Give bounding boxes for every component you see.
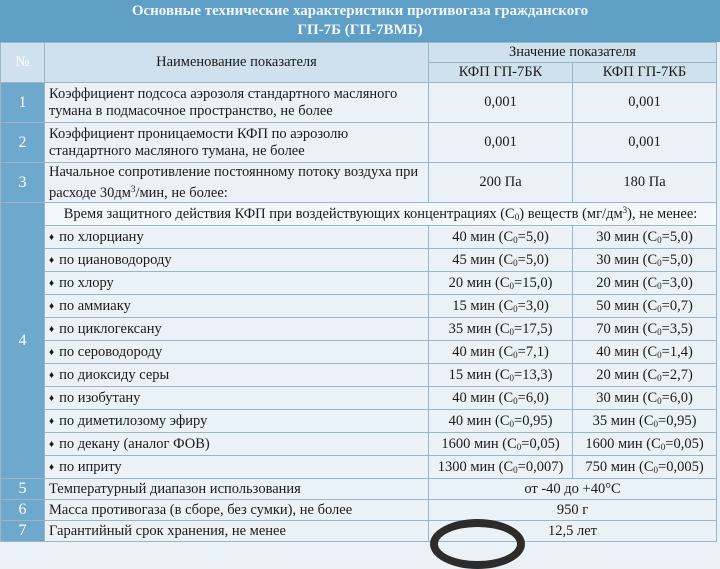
table-row [1, 123, 717, 163]
conc-close: ) [547, 412, 553, 429]
row-name-text-end: /мин, не более: [135, 184, 228, 201]
row-value: 12,5 лет [429, 521, 717, 542]
conc-sub: 0 [513, 395, 518, 406]
header-row [1, 43, 717, 63]
protection-time-1 [429, 433, 573, 456]
substance-row [1, 295, 717, 318]
row-number: 5 [1, 479, 45, 500]
conc-value: 0,95 [522, 412, 548, 429]
conc-eq: = [517, 389, 526, 406]
band-sub: 0 [514, 212, 520, 222]
conc-prefix: (С [495, 366, 510, 383]
protection-time-1 [429, 249, 573, 272]
time-value: 30 мин [596, 389, 640, 406]
conc-sub: 0 [657, 349, 662, 360]
row-value-2: 180 Па [573, 163, 717, 203]
row-name: Коэффициент подсоса аэрозоля стандартного масляного тумана в подмасочное пространство, не более [45, 83, 429, 123]
conc-close: ) [547, 274, 553, 291]
conc-prefix: (С [498, 297, 514, 314]
title-line-2: ГП-7Б (ГП-7ВМБ) [297, 22, 423, 38]
conc-value: 0,007 [525, 458, 559, 475]
title-band [0, 0, 720, 42]
conc-eq: = [517, 297, 526, 314]
conc-close: ) [547, 320, 553, 337]
substance-name: по хлору [59, 274, 114, 291]
conc-close: ) [547, 366, 553, 383]
protection-time-2 [573, 387, 717, 410]
bullet-icon: ♦ [49, 438, 55, 450]
conc-eq: = [517, 458, 526, 475]
row-value-1: 0,001 [429, 83, 573, 123]
row-value-2: 0,001 [573, 83, 717, 123]
protection-time-2 [573, 456, 717, 479]
row-name: Гарантийный срок хранения, не менее [45, 521, 429, 542]
conc-prefix: (С [495, 274, 510, 291]
header-col-gp7kb: КФП ГП-7КБ [573, 63, 717, 83]
band-text: Время защитного действия КФП при воздействующих концентрациях (С [63, 206, 515, 222]
table-row [1, 500, 717, 521]
protection-time-2 [573, 410, 717, 433]
conc-close: ) [687, 320, 693, 337]
conc-close: ) [687, 228, 693, 245]
conc-sub: 0 [509, 418, 515, 429]
time-value: 20 мин [596, 366, 640, 383]
substance-name: по изобутану [59, 389, 141, 406]
conc-value: 2,7 [669, 366, 688, 383]
conc-eq: = [514, 412, 523, 429]
time-value: 20 мин [448, 274, 492, 291]
substance-name: по декану (аналог ФОВ) [59, 435, 210, 452]
substance-name-cell [45, 387, 429, 410]
conc-eq: = [661, 366, 670, 383]
conc-sub: 0 [657, 395, 662, 406]
substance-row [1, 226, 717, 249]
conc-prefix: (С [642, 343, 658, 360]
header-value: Значение показателя [429, 43, 717, 63]
conc-value: 5,0 [525, 228, 544, 245]
bullet-icon: ♦ [49, 254, 55, 266]
protection-time-1 [429, 387, 573, 410]
substance-name-cell [45, 433, 429, 456]
substance-name-cell [45, 295, 429, 318]
bullet-icon: ♦ [49, 369, 55, 381]
table-row [1, 163, 717, 203]
row-number: 3 [1, 163, 45, 203]
row-name: Коэффициент проницаемости КФП по аэрозолю стандартного масляного тумана, не более [45, 123, 429, 163]
conc-close: ) [687, 251, 693, 268]
conc-value: 3,0 [525, 297, 544, 314]
conc-close: ) [687, 343, 693, 360]
protection-time-1 [429, 410, 573, 433]
band-text-mid: ) веществ (мг/дм [519, 206, 623, 222]
conc-value: 5,0 [669, 251, 688, 268]
time-value: 45 мин [452, 251, 496, 268]
conc-sub: 0 [509, 326, 515, 337]
conc-close: ) [687, 389, 693, 406]
conc-sub: 0 [516, 441, 522, 452]
conc-sub: 0 [509, 280, 515, 291]
row-value: от -40 до +40°С [429, 479, 717, 500]
conc-sub: 0 [660, 441, 666, 452]
protection-time-1 [429, 318, 573, 341]
conc-eq: = [517, 251, 526, 268]
substance-row [1, 433, 717, 456]
protection-time-1 [429, 226, 573, 249]
protection-time-2 [573, 249, 717, 272]
conc-prefix: (С [498, 389, 514, 406]
protection-time-2 [573, 364, 717, 387]
row-name: Температурный диапазон использования [45, 479, 429, 500]
specs-table [0, 42, 717, 542]
protection-time-1 [429, 456, 573, 479]
time-value: 35 мин [592, 412, 636, 429]
band-text-end: ), не менее: [627, 206, 698, 222]
conc-sub: 0 [513, 303, 518, 314]
conc-value: 1,4 [669, 343, 688, 360]
table-row [1, 521, 717, 542]
conc-sub: 0 [657, 326, 662, 337]
table-row [1, 83, 717, 123]
substance-row [1, 272, 717, 295]
protection-time-1 [429, 364, 573, 387]
conc-sub: 0 [513, 464, 518, 475]
substance-name-cell [45, 341, 429, 364]
protection-time-1 [429, 341, 573, 364]
conc-close: ) [543, 228, 549, 245]
substance-name-cell [45, 249, 429, 272]
row-name-sup: 3 [130, 183, 136, 194]
conc-close: ) [558, 458, 564, 475]
conc-eq: = [661, 389, 670, 406]
conc-value: 0,005 [666, 458, 699, 475]
row-number: 4 [1, 203, 45, 479]
conc-close: ) [687, 274, 693, 291]
time-value: 40 мин [452, 343, 496, 360]
conc-value: 5,0 [525, 251, 544, 268]
row-number: 1 [1, 83, 45, 123]
conc-sub: 0 [657, 280, 662, 291]
conc-value: 6,0 [669, 389, 688, 406]
conc-eq: = [661, 228, 670, 245]
conc-eq: = [658, 458, 667, 475]
row-value-1: 0,001 [429, 123, 573, 163]
conc-value: 3,5 [669, 320, 688, 337]
conc-eq: = [514, 320, 523, 337]
conc-prefix: (С [498, 458, 514, 475]
row-value-2: 0,001 [573, 123, 717, 163]
time-value: 40 мин [452, 228, 496, 245]
conc-prefix: (С [502, 435, 517, 452]
conc-eq: = [517, 343, 526, 360]
substance-name-cell [45, 410, 429, 433]
time-value: 40 мин [452, 389, 496, 406]
time-value: 1300 мин [437, 458, 496, 475]
row-name [45, 163, 429, 203]
bullet-icon: ♦ [49, 392, 55, 404]
conc-close: ) [543, 251, 549, 268]
conc-prefix: (С [642, 297, 658, 314]
substance-row [1, 456, 717, 479]
time-value: 1600 мин [441, 435, 499, 452]
row-number: 7 [1, 521, 45, 542]
conc-value: 0,05 [673, 435, 699, 452]
conc-eq: = [661, 320, 670, 337]
conc-close: ) [698, 435, 704, 452]
substance-name-cell [45, 226, 429, 249]
conc-value: 17,5 [522, 320, 548, 337]
conc-eq: = [661, 251, 670, 268]
conc-eq: = [521, 435, 530, 452]
conc-value: 5,0 [669, 228, 688, 245]
row-number: 2 [1, 123, 45, 163]
time-value: 40 мин [448, 412, 492, 429]
conc-eq: = [658, 412, 667, 429]
protection-time-1 [429, 272, 573, 295]
substance-row [1, 364, 717, 387]
substance-name-cell [45, 456, 429, 479]
conc-sub: 0 [509, 372, 515, 383]
conc-eq: = [665, 435, 674, 452]
conc-prefix: (С [642, 228, 658, 245]
substance-name-cell [45, 364, 429, 387]
time-value: 30 мин [596, 228, 640, 245]
conc-value: 7,1 [525, 343, 544, 360]
time-value: 15 мин [452, 297, 496, 314]
conc-prefix: (С [639, 412, 654, 429]
conc-value: 15,0 [522, 274, 548, 291]
conc-close: ) [687, 297, 693, 314]
time-value: 40 мин [596, 343, 640, 360]
conc-eq: = [661, 297, 670, 314]
time-value: 30 мин [596, 251, 640, 268]
conc-sub: 0 [513, 234, 518, 245]
row-name: Масса противогаза (в сборе, без сумки), не более [45, 500, 429, 521]
time-value: 70 мин [596, 320, 640, 337]
protection-time-2 [573, 433, 717, 456]
conc-prefix: (С [642, 366, 658, 383]
substance-name: по циановодороду [59, 251, 172, 268]
bullet-icon: ♦ [49, 461, 55, 473]
conc-eq: = [514, 366, 523, 383]
conc-prefix: (С [642, 274, 658, 291]
substance-name: по аммиаку [59, 297, 131, 314]
conc-sub: 0 [657, 303, 662, 314]
conc-value: 0,95 [666, 412, 692, 429]
conc-prefix: (С [495, 412, 510, 429]
conc-sub: 0 [657, 234, 662, 245]
time-value: 1600 мин [585, 435, 643, 452]
header-number: № [1, 43, 45, 83]
substance-name: по циклогексану [59, 320, 162, 337]
protection-time-band-row [1, 203, 717, 226]
substance-name: по диметилозому эфиру [59, 412, 208, 429]
conc-prefix: (С [639, 458, 654, 475]
bullet-icon: ♦ [49, 415, 55, 427]
conc-eq: = [661, 343, 670, 360]
protection-time-2 [573, 272, 717, 295]
protection-time-2 [573, 318, 717, 341]
conc-close: ) [687, 366, 693, 383]
substance-name: по диоксиду серы [59, 366, 170, 383]
conc-value: 13,3 [522, 366, 548, 383]
conc-value: 6,0 [525, 389, 544, 406]
table-row [1, 479, 717, 500]
conc-close: ) [543, 343, 549, 360]
conc-close: ) [691, 412, 697, 429]
substance-name: по хлорциану [59, 228, 144, 245]
conc-prefix: (С [642, 251, 658, 268]
time-value: 50 мин [596, 297, 640, 314]
conc-close: ) [543, 297, 549, 314]
time-value: 35 мин [448, 320, 492, 337]
conc-close: ) [554, 435, 560, 452]
conc-prefix: (С [642, 389, 658, 406]
bullet-icon: ♦ [49, 231, 55, 243]
header-col-gp7bk: КФП ГП-7БК [429, 63, 573, 83]
bullet-icon: ♦ [49, 300, 55, 312]
substance-name-cell [45, 272, 429, 295]
substance-row [1, 387, 717, 410]
substance-row [1, 341, 717, 364]
row-value-1: 200 Па [429, 163, 573, 203]
conc-sub: 0 [513, 349, 518, 360]
substance-name: по иприту [59, 458, 122, 475]
conc-prefix: (С [646, 435, 661, 452]
conc-prefix: (С [498, 343, 514, 360]
row-number: 6 [1, 500, 45, 521]
conc-sub: 0 [657, 372, 662, 383]
time-value: 750 мин [585, 458, 636, 475]
conc-sub: 0 [657, 257, 662, 268]
substance-row [1, 410, 717, 433]
header-name: Наименование показателя [45, 43, 429, 83]
time-value: 15 мин [448, 366, 492, 383]
conc-sub: 0 [653, 464, 659, 475]
band-sup: 3 [622, 205, 628, 215]
conc-prefix: (С [498, 251, 514, 268]
conc-prefix: (С [495, 320, 510, 337]
conc-eq: = [661, 274, 670, 291]
protection-time-heading [45, 203, 717, 226]
bullet-icon: ♦ [49, 346, 55, 358]
title-line-1: Основные технические характеристики противогаза гражданского [131, 3, 589, 19]
gas-mask-hose-image [430, 519, 525, 569]
protection-time-2 [573, 295, 717, 318]
conc-sub: 0 [513, 257, 518, 268]
bullet-icon: ♦ [49, 277, 55, 289]
substance-row [1, 318, 717, 341]
conc-close: ) [543, 389, 549, 406]
conc-value: 0,7 [669, 297, 688, 314]
time-value: 20 мин [596, 274, 640, 291]
conc-close: ) [698, 458, 704, 475]
protection-time-2 [573, 226, 717, 249]
conc-value: 3,0 [669, 274, 688, 291]
conc-prefix: (С [642, 320, 658, 337]
substance-name-cell [45, 318, 429, 341]
conc-eq: = [514, 274, 523, 291]
row-value: 950 г [429, 500, 717, 521]
substance-row [1, 249, 717, 272]
conc-prefix: (С [498, 228, 514, 245]
conc-sub: 0 [653, 418, 659, 429]
conc-eq: = [517, 228, 526, 245]
protection-time-1 [429, 295, 573, 318]
row-name-text: Начальное сопротивление постоянному потоку воздуха при расходе 30дм [49, 163, 419, 201]
protection-time-2 [573, 341, 717, 364]
substance-name: по сероводороду [59, 343, 163, 360]
bullet-icon: ♦ [49, 323, 55, 335]
conc-value: 0,05 [529, 435, 555, 452]
